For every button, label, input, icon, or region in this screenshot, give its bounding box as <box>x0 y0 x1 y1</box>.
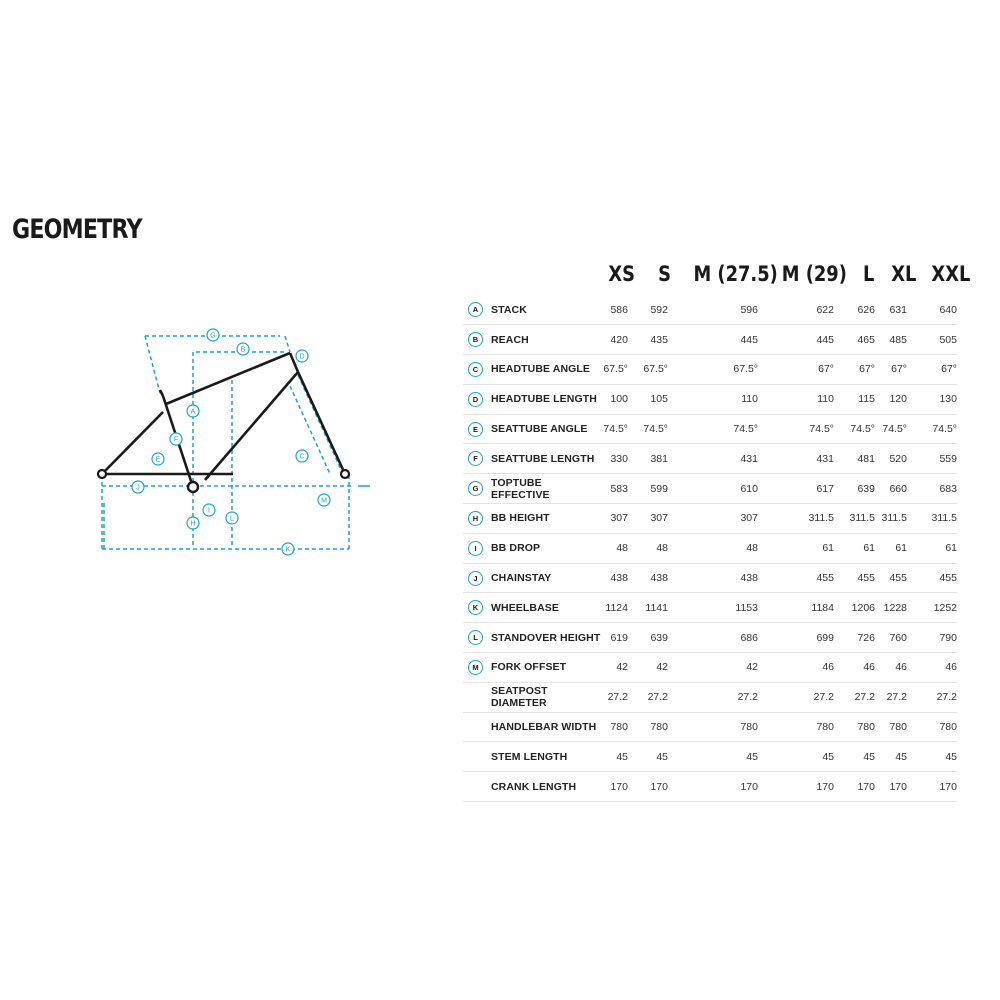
dimension-name: STEM LENGTH <box>491 742 601 772</box>
badge-cell <box>463 384 491 414</box>
dimension-badge: G <box>468 481 483 496</box>
diagram-marker-label: E <box>155 456 161 464</box>
value-cell: 596 <box>668 295 758 325</box>
value-cell: 583 <box>601 474 628 504</box>
value-cell: 170 <box>758 772 834 802</box>
dimension-badge: L <box>468 630 483 645</box>
value-cell: 1252 <box>907 593 957 623</box>
value-cell: 74.5° <box>668 414 758 444</box>
value-cell: 431 <box>668 444 758 474</box>
value-cell: 130 <box>907 384 957 414</box>
diagram-marker-label: M <box>321 497 327 505</box>
value-cell: 330 <box>601 444 628 474</box>
value-cell: 780 <box>875 712 907 742</box>
value-cell: 438 <box>601 563 628 593</box>
value-cell: 586 <box>601 295 628 325</box>
value-cell: 115 <box>834 384 875 414</box>
table-row <box>463 414 957 444</box>
value-cell: 780 <box>628 712 668 742</box>
table-row <box>463 772 957 802</box>
dimension-badge: H <box>468 511 483 526</box>
value-cell: 1206 <box>834 593 875 623</box>
value-cell: 170 <box>668 772 758 802</box>
dimension-name: HANDLEBAR WIDTH <box>491 712 601 742</box>
value-cell: 780 <box>668 712 758 742</box>
badge-cell <box>463 325 491 355</box>
value-cell: 48 <box>601 533 628 563</box>
badge-cell <box>463 653 491 683</box>
value-cell: 46 <box>834 653 875 683</box>
value-cell: 559 <box>907 444 957 474</box>
value-cell: 42 <box>628 653 668 683</box>
diagram-marker-label: J <box>136 484 140 492</box>
dimension-badge: F <box>468 451 483 466</box>
value-cell: 45 <box>668 742 758 772</box>
value-cell: 45 <box>834 742 875 772</box>
dimension-badge: D <box>468 392 483 407</box>
dimension-name: CHAINSTAY <box>491 563 601 593</box>
badge-cell <box>463 504 491 534</box>
table-row <box>463 474 957 504</box>
value-cell: 631 <box>875 295 907 325</box>
value-cell: 61 <box>758 533 834 563</box>
value-cell: 170 <box>628 772 668 802</box>
table-row <box>463 712 957 742</box>
value-cell: 110 <box>668 384 758 414</box>
size-header-s: S <box>658 262 671 286</box>
badge-cell <box>463 444 491 474</box>
geometry-table <box>463 295 957 802</box>
value-cell: 445 <box>758 325 834 355</box>
value-cell: 46 <box>875 653 907 683</box>
table-row <box>463 355 957 385</box>
dimension-name: SEATTUBE LENGTH <box>491 444 601 474</box>
value-cell: 46 <box>758 653 834 683</box>
value-cell: 74.5° <box>628 414 668 444</box>
table-row <box>463 563 957 593</box>
table-row <box>463 682 957 712</box>
value-cell: 67° <box>758 355 834 385</box>
badge-cell <box>463 533 491 563</box>
size-header-m-27: M (27.5) <box>693 262 778 286</box>
value-cell: 67° <box>834 355 875 385</box>
table-row <box>463 742 957 772</box>
value-cell: 48 <box>628 533 668 563</box>
value-cell: 485 <box>875 325 907 355</box>
dimension-name: HEADTUBE LENGTH <box>491 384 601 414</box>
value-cell: 626 <box>834 295 875 325</box>
dimension-name: BB HEIGHT <box>491 504 601 534</box>
diagram-marker-label: G <box>210 332 216 340</box>
value-cell: 438 <box>628 563 668 593</box>
value-cell: 67.5° <box>628 355 668 385</box>
value-cell: 660 <box>875 474 907 504</box>
value-cell: 639 <box>628 623 668 653</box>
badge-cell <box>463 563 491 593</box>
table-row <box>463 653 957 683</box>
value-cell: 67° <box>907 355 957 385</box>
value-cell: 686 <box>668 623 758 653</box>
diagram-marker-label: K <box>285 546 291 554</box>
badge-cell <box>463 593 491 623</box>
value-cell: 617 <box>758 474 834 504</box>
value-cell: 27.2 <box>601 682 628 712</box>
dimension-name: SEATTUBE ANGLE <box>491 414 601 444</box>
size-header-xs: XS <box>608 262 635 286</box>
value-cell: 639 <box>834 474 875 504</box>
value-cell: 455 <box>907 563 957 593</box>
value-cell: 307 <box>601 504 628 534</box>
value-cell: 45 <box>758 742 834 772</box>
page-title: GEOMETRY <box>12 214 142 245</box>
value-cell: 683 <box>907 474 957 504</box>
badge-cell <box>463 742 491 772</box>
value-cell: 27.2 <box>907 682 957 712</box>
size-header-xxl: XXL <box>931 262 971 286</box>
value-cell: 46 <box>907 653 957 683</box>
value-cell: 100 <box>601 384 628 414</box>
size-header-xl: XL <box>891 262 917 286</box>
value-cell: 610 <box>668 474 758 504</box>
value-cell: 438 <box>668 563 758 593</box>
value-cell: 67.5° <box>601 355 628 385</box>
value-cell: 170 <box>834 772 875 802</box>
value-cell: 445 <box>668 325 758 355</box>
value-cell: 307 <box>668 504 758 534</box>
value-cell: 1228 <box>875 593 907 623</box>
value-cell: 105 <box>628 384 668 414</box>
diagram-marker-label: L <box>230 515 234 523</box>
value-cell: 1153 <box>668 593 758 623</box>
table-row <box>463 504 957 534</box>
value-cell: 1184 <box>758 593 834 623</box>
value-cell: 790 <box>907 623 957 653</box>
diagram-marker-label: I <box>208 507 210 515</box>
value-cell: 381 <box>628 444 668 474</box>
value-cell: 42 <box>601 653 628 683</box>
value-cell: 42 <box>668 653 758 683</box>
value-cell: 27.2 <box>758 682 834 712</box>
value-cell: 619 <box>601 623 628 653</box>
dimension-name: STACK <box>491 295 601 325</box>
badge-cell <box>463 712 491 742</box>
value-cell: 592 <box>628 295 668 325</box>
badge-cell <box>463 682 491 712</box>
value-cell: 74.5° <box>758 414 834 444</box>
value-cell: 311.5 <box>907 504 957 534</box>
dimension-badge: A <box>468 302 483 317</box>
size-header-m-29: M (29) <box>781 262 847 286</box>
diagram-marker-label: F <box>173 436 179 444</box>
value-cell: 520 <box>875 444 907 474</box>
diagram-marker-label: H <box>190 520 196 528</box>
dimension-name: WHEELBASE <box>491 593 601 623</box>
value-cell: 61 <box>907 533 957 563</box>
table-row <box>463 593 957 623</box>
badge-cell <box>463 414 491 444</box>
size-headers <box>0 262 1000 288</box>
value-cell: 27.2 <box>834 682 875 712</box>
dimension-badge: K <box>468 600 483 615</box>
value-cell: 780 <box>758 712 834 742</box>
value-cell: 311.5 <box>834 504 875 534</box>
value-cell: 726 <box>834 623 875 653</box>
value-cell: 27.2 <box>628 682 668 712</box>
value-cell: 622 <box>758 295 834 325</box>
dimension-name: FORK OFFSET <box>491 653 601 683</box>
diagram-marker-label: B <box>240 346 246 354</box>
table-row <box>463 533 957 563</box>
table-row <box>463 623 957 653</box>
value-cell: 61 <box>834 533 875 563</box>
value-cell: 465 <box>834 325 875 355</box>
value-cell: 780 <box>834 712 875 742</box>
dimension-name: TOPTUBE EFFECTIVE <box>491 474 601 504</box>
value-cell: 1141 <box>628 593 668 623</box>
value-cell: 45 <box>875 742 907 772</box>
value-cell: 45 <box>907 742 957 772</box>
dimension-name: SEATPOST DIAMETER <box>491 682 601 712</box>
value-cell: 27.2 <box>875 682 907 712</box>
dimension-badge: E <box>468 422 483 437</box>
value-cell: 455 <box>834 563 875 593</box>
value-cell: 45 <box>601 742 628 772</box>
value-cell: 110 <box>758 384 834 414</box>
value-cell: 1124 <box>601 593 628 623</box>
value-cell: 311.5 <box>758 504 834 534</box>
diagram-marker-label: D <box>299 353 305 361</box>
value-cell: 505 <box>907 325 957 355</box>
value-cell: 170 <box>875 772 907 802</box>
dimension-name: BB DROP <box>491 533 601 563</box>
dimension-badge: I <box>468 541 483 556</box>
table-row <box>463 325 957 355</box>
value-cell: 640 <box>907 295 957 325</box>
value-cell: 67° <box>875 355 907 385</box>
value-cell: 455 <box>758 563 834 593</box>
value-cell: 760 <box>875 623 907 653</box>
value-cell: 27.2 <box>668 682 758 712</box>
value-cell: 67.5° <box>668 355 758 385</box>
badge-cell <box>463 295 491 325</box>
value-cell: 120 <box>875 384 907 414</box>
value-cell: 435 <box>628 325 668 355</box>
value-cell: 307 <box>628 504 668 534</box>
frame-geometry-diagram <box>90 318 380 568</box>
value-cell: 74.5° <box>907 414 957 444</box>
value-cell: 45 <box>628 742 668 772</box>
value-cell: 455 <box>875 563 907 593</box>
dimension-name: HEADTUBE ANGLE <box>491 355 601 385</box>
dimension-badge: J <box>468 571 483 586</box>
dimension-name: REACH <box>491 325 601 355</box>
diagram-marker-label: C <box>299 453 305 461</box>
table-row <box>463 295 957 325</box>
dimension-name: STANDOVER HEIGHT <box>491 623 601 653</box>
dimension-badge: B <box>468 332 483 347</box>
value-cell: 780 <box>601 712 628 742</box>
value-cell: 48 <box>668 533 758 563</box>
value-cell: 481 <box>834 444 875 474</box>
size-header-l: L <box>863 262 875 286</box>
value-cell: 74.5° <box>875 414 907 444</box>
value-cell: 311.5 <box>875 504 907 534</box>
dimension-name: CRANK LENGTH <box>491 772 601 802</box>
dimension-badge: C <box>468 362 483 377</box>
value-cell: 170 <box>907 772 957 802</box>
badge-cell <box>463 623 491 653</box>
value-cell: 699 <box>758 623 834 653</box>
badge-cell <box>463 772 491 802</box>
value-cell: 170 <box>601 772 628 802</box>
value-cell: 780 <box>907 712 957 742</box>
value-cell: 420 <box>601 325 628 355</box>
value-cell: 74.5° <box>834 414 875 444</box>
value-cell: 74.5° <box>601 414 628 444</box>
value-cell: 599 <box>628 474 668 504</box>
value-cell: 61 <box>875 533 907 563</box>
diagram-marker-label: A <box>190 408 196 416</box>
badge-cell <box>463 355 491 385</box>
value-cell: 431 <box>758 444 834 474</box>
badge-cell <box>463 474 491 504</box>
table-row <box>463 384 957 414</box>
table-row <box>463 444 957 474</box>
dimension-badge: M <box>468 660 483 675</box>
